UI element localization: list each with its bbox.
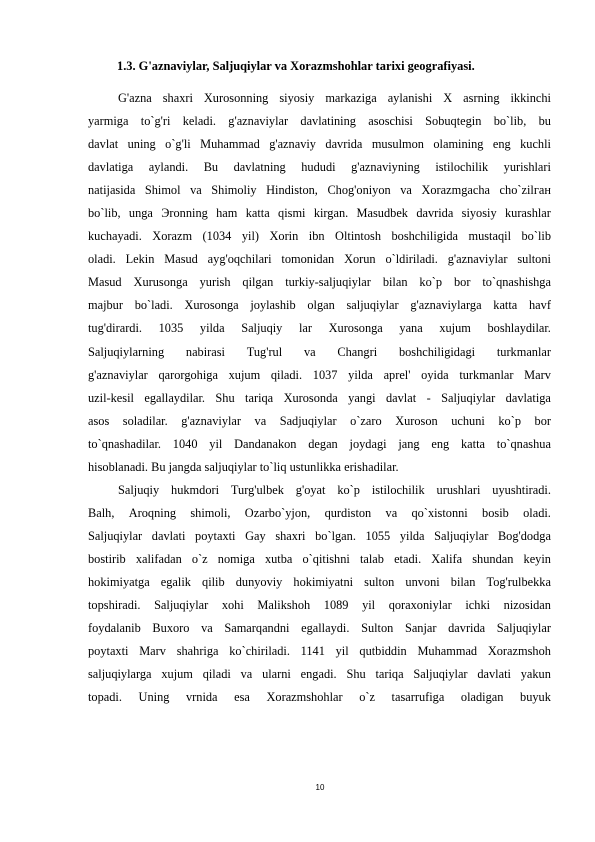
text-line: topshiradi. Saljuqiylar xohi Malikshoh 1089 yil qoraxoniylar ichki nizosidan [88, 598, 551, 613]
text-line: hokimiyatga egalik qilib dunyoviy hokimiyatni sulton unvoni bilan Tog'rulbekka [88, 574, 551, 589]
text-line: bo`lib, unga Эronning ham katta qismi kirgan. Masudbek davrida siyosiy kurashlar [88, 206, 551, 221]
text-line: uzil-kesil egallaydilar. Shu tariqa Xurosonda yangi davlat - Saljuqiylar davlatiga [88, 390, 551, 405]
text-line: davlatiga aylandi. Bu davlatning hududi g'aznaviyning istilochilik yurishlari [88, 160, 551, 175]
text-line: g'aznaviylar qarorgohiga xujum qiladi. 1037 yilda aprel' oyida turkmanlar Marv [88, 367, 551, 382]
section-heading: 1.3. G'aznaviylar, Saljuqiylar va Xorazmshohlar tarixi geografiyasi. [117, 59, 475, 73]
page-number: 10 [315, 783, 325, 792]
text-line: Saljuqiylar davlati poytaxti Gay shaxri bo`lgan. 1055 yilda Saljuqiylar Bog'dodga [88, 528, 551, 543]
text-line: davlat uning o`g'li Muhammad g'aznaviy davrida musulmon olamining eng kuchli [88, 137, 551, 152]
text-line: bostirib xalifadan o`z nomiga xutba o`qitishni talab etadi. Xalifa shundan keyin [88, 551, 551, 566]
text-line: majbur bo`ladi. Xurosonga joylashib olgan saljuqiylar g'aznaviylarga katta havf [88, 298, 551, 313]
text-line: topadi. Uning vrnida esa Xorazmshohlar o`z tasarrufiga oladigan buyuk [88, 690, 551, 705]
text-line: G'azna shaxri Xurosonning siyosiy markaziga aylanishi X asrning ikkinchi [118, 91, 551, 105]
text-line: poytaxti Marv shahriga ko`chiriladi. 1141 yil qutbiddin Muhammad Xorazmshoh [88, 644, 551, 659]
text-line: yarmiga to`g'ri keladi. g'aznaviylar davlatining asoschisi Sobuqtegin bo`lib, bu [88, 114, 551, 129]
text-line: foydalanib Buxoro va Samarqandni egallaydi. Sulton Sanjar davrida Saljuqiylar [88, 621, 551, 636]
text-line: Saljuqiy hukmdori Turg'ulbek g'oyat ko`p istilochilik urushlari uyushtiradi. [118, 482, 551, 497]
text-line: tug'dirardi. 1035 yilda Saljuqiy lar Xurosonga yana xujum boshlaydilar. [88, 321, 551, 336]
body-text [88, 87, 551, 709]
text-line: saljuqiylarga xujum qiladi va ularni engadi. Shu tariqa Saljuqiylar davlati yakun [88, 667, 551, 682]
text-line: kuchayadi. Xorazm (1034 yil) Xorin ibn Oltintosh boshchiligida mustaqil bo`lib [88, 229, 551, 244]
text-line: hisoblanadi. Bu jangda saljuqiylar to`liq ustunlikka erishadilar. [88, 459, 399, 474]
text-line: asos soladilar. g'aznaviylar va Sadjuqiylar o`zaro Xuroson uchuni ko`p bor [88, 413, 551, 428]
text-line: to`qnashadilar. 1040 yil Dandanakon degan joydagi jang eng katta to`qnashua [88, 436, 551, 451]
text-line: oladi. Lekin Masud ayg'oqchilari tomonidan Xorun o`ldiriladi. g'aznaviylar sultoni [88, 252, 551, 267]
text-line: Saljuqiylarning nabirasi Tug'rul va Changri boshchiligidagi turkmanlar [88, 344, 551, 359]
text-line: Balh, Aroqning shimoli, Ozarbo`yjon, qurdiston va qo`xistonni bosib oladi. [88, 505, 551, 520]
text-line: natijasida Shimol va Shimoliy Hindiston, Chog'oniyon va Xorazmgacha cho`zilган [88, 183, 551, 198]
text-line: Masud Xurusonga yurish qilgan turkiy-saljuqiylar bilan ko`p bor to`qnashishga [88, 275, 551, 290]
